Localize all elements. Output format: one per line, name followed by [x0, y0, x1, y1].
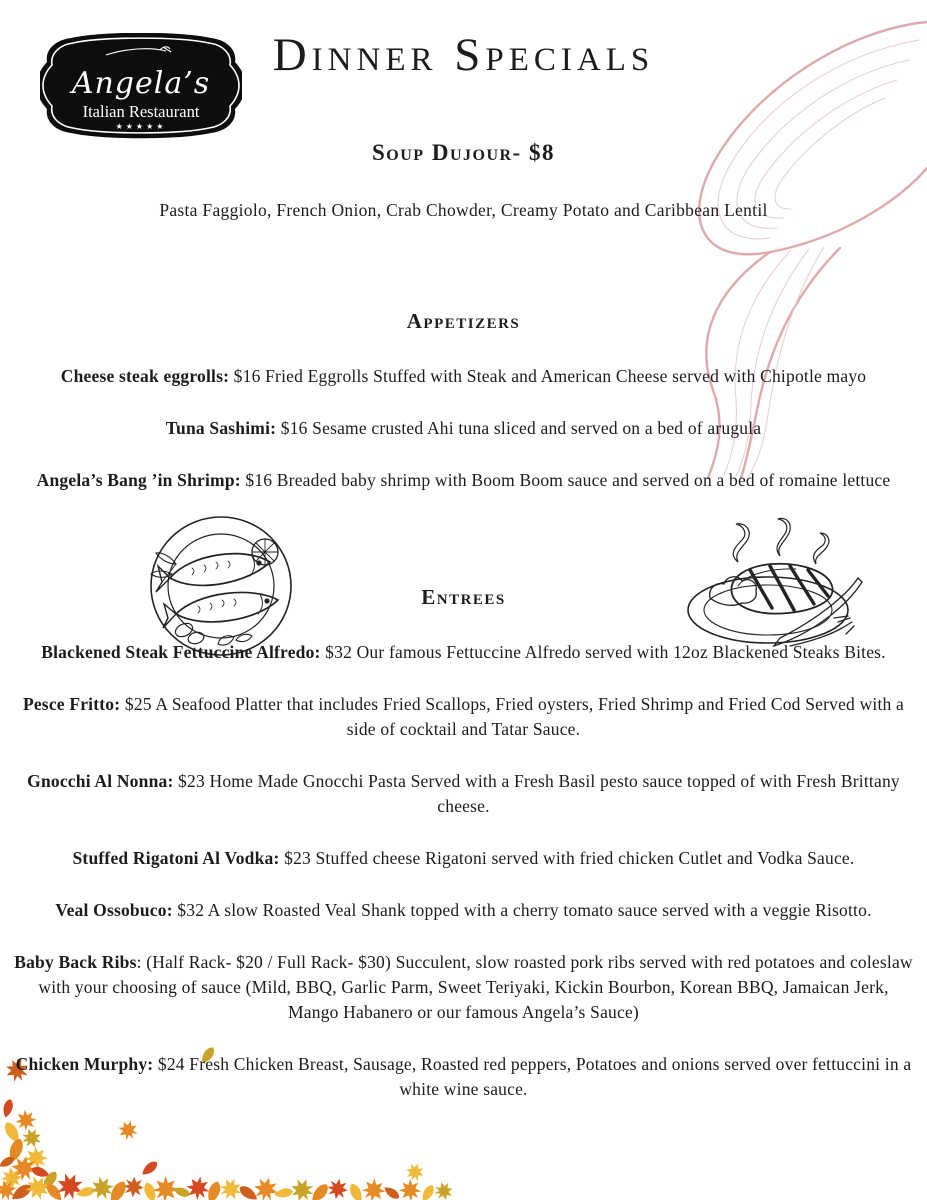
item-name: Tuna Sashimi:: [165, 417, 277, 438]
item-name: Cheese steak eggrolls:: [60, 365, 230, 386]
item-description: $16 Breaded baby shrimp with Boom Boom sauce and served on a bed of romaine lettuce: [240, 469, 891, 490]
item-description: $23 Stuffed cheese Rigatoni served with fried chicken Cutlet and Vodka Sauce.: [279, 847, 855, 868]
item-description: $25 A Seafood Platter that includes Fried Scallops, Fried oysters, Fried Shrimp and Fried Cod Served with a side of cocktail and Tatar Sauce.: [120, 693, 905, 739]
item-name: Pesce Fritto:: [22, 693, 121, 714]
entree-item: [13, 640, 914, 665]
entree-list: [0, 640, 927, 1102]
item-name: Gnocchi Al Nonna:: [27, 770, 174, 791]
appetizer-list: [0, 364, 927, 493]
item-description: $32 Our famous Fettuccine Alfredo served with 12oz Blackened Steaks Bites.: [320, 641, 886, 662]
item-name: Chicken Murphy:: [15, 1053, 154, 1074]
entree-item: [13, 1052, 914, 1102]
steak-plate-icon: [676, 500, 868, 658]
entree-item: [13, 950, 914, 1025]
item-description: $16 Sesame crusted Ahi tuna sliced and served on a bed of arugula: [276, 417, 762, 438]
appetizer-item: [13, 416, 914, 441]
entree-item: [13, 898, 914, 923]
item-name: Baby Back Ribs: [14, 951, 137, 972]
item-description: $32 A slow Roasted Veal Shank topped with a cherry tomato sauce served with a veggie Risotto.: [172, 899, 872, 920]
restaurant-logo: [40, 33, 242, 139]
item-description: $23 Home Made Gnocchi Pasta Served with a Fresh Basil pesto sauce topped of with Fresh Brittany cheese.: [173, 770, 900, 816]
soup-list: Pasta Faggiolo, French Onion, Crab Chowder, Creamy Potato and Caribbean Lentil: [159, 199, 768, 220]
entrees-heading: Entrees: [421, 584, 506, 609]
item-name: Angela’s Bang ’in Shrimp:: [36, 469, 241, 490]
item-description: : (Half Rack- $20 / Full Rack- $30) Succulent, slow roasted pork ribs served with red potatoes and coleslaw with your choosing of sauce (Mild, BBQ, Garlic Parm, Sweet Teriyaki, Kickin Bourbon, Korean BBQ, Jamaican Jerk, Mango Habanero or our famous Angela’s Sauce): [38, 951, 913, 1022]
logo-stars: ★★★★★: [115, 122, 167, 131]
entree-item: [13, 769, 914, 819]
item-name: Stuffed Rigatoni Al Vodka:: [72, 847, 280, 868]
logo-script-name: Angela’s: [71, 66, 211, 101]
soup-heading: Soup Dujour- $8: [372, 139, 555, 165]
item-name: Veal Ossobuco:: [55, 899, 173, 920]
appetizer-item: [13, 364, 914, 389]
item-description: $16 Fried Eggrolls Stuffed with Steak and American Cheese served with Chipotle mayo: [229, 365, 867, 386]
logo-subtitle: Italian Restaurant: [82, 102, 200, 121]
entree-item: [13, 692, 914, 742]
appetizer-item: [13, 468, 914, 493]
item-description: $24 Fresh Chicken Breast, Sausage, Roasted red peppers, Potatoes and onions served over fettuccini in a white wine sauce.: [153, 1053, 912, 1099]
item-name: Blackened Steak Fettuccine Alfredo:: [41, 641, 321, 662]
page-title: Dinner Specials: [272, 29, 655, 81]
appetizers-heading: Appetizers: [406, 308, 521, 333]
entree-item: [13, 846, 914, 871]
